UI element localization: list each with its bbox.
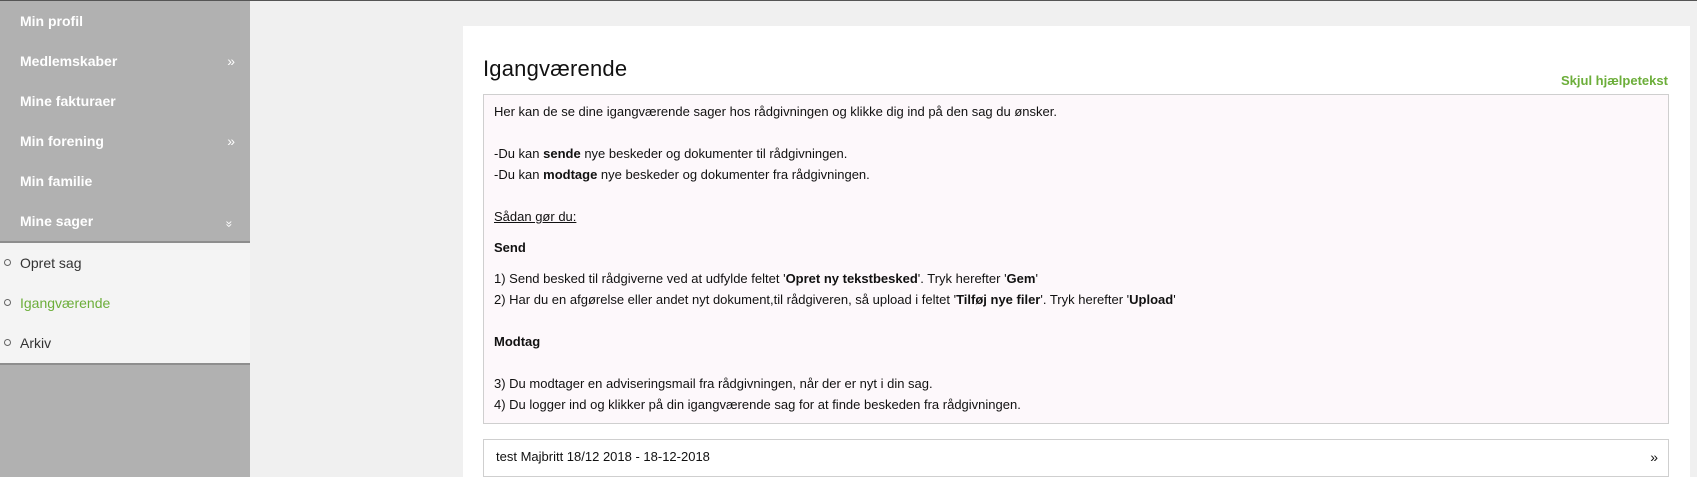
help-text: ' <box>1035 271 1038 286</box>
help-receive-line <box>494 164 1658 185</box>
sidebar-subitem-label: Igangværende <box>20 295 111 311</box>
help-text: '. Tryk herefter ' <box>917 271 1007 286</box>
sidebar-item-label: Min forening <box>20 133 104 149</box>
sidebar-item-label: Min profil <box>20 13 83 29</box>
help-text-bold: Opret ny tekstbesked <box>785 271 918 286</box>
help-text-bold: Tilføj nye filer <box>956 292 1041 307</box>
sidebar-subitem-label: Arkiv <box>20 335 52 351</box>
help-text-bold: Gem <box>1006 271 1036 286</box>
sidebar-subitem-label: Opret sag <box>20 255 82 271</box>
sidebar-item-min-profil[interactable] <box>0 1 250 41</box>
sidebar-item-label: Mine fakturaer <box>20 93 116 109</box>
sidebar-subitem-igangvaerende[interactable] <box>0 283 250 323</box>
sidebar <box>0 1 250 477</box>
sidebar-item-min-forening[interactable] <box>0 121 250 161</box>
page-title: Igangværende <box>483 56 628 81</box>
sidebar-item-min-familie[interactable] <box>0 161 250 201</box>
help-text-bold: Upload <box>1129 292 1174 307</box>
help-intro: Her kan de se dine igangværende sager hos rådgivningen og klikke dig ind på den sag du ønsker. <box>494 104 1057 119</box>
help-text: nye beskeder og dokumenter til rådgivningen. <box>580 146 848 161</box>
case-label: test Majbritt 18/12 2018 - 18-12-2018 <box>496 449 710 464</box>
chevron-right-icon: » <box>227 133 235 149</box>
sidebar-subitem-arkiv[interactable] <box>0 323 250 363</box>
help-text: '. Tryk herefter ' <box>1040 292 1130 307</box>
content-panel <box>463 26 1690 477</box>
help-howto-heading: Sådan gør du: <box>494 209 577 224</box>
sidebar-item-mine-sager[interactable] <box>0 201 250 241</box>
sidebar-submenu <box>0 243 250 365</box>
case-list-item[interactable] <box>483 439 1669 477</box>
chevron-down-icon: » <box>222 220 237 228</box>
help-step-2 <box>494 289 1658 310</box>
help-send-line <box>494 143 1658 164</box>
sidebar-subitem-opret-sag[interactable] <box>0 243 250 283</box>
help-step-4: 4) Du logger ind og klikker på din igangværende sag for at finde beskeden fra rådgivningen. <box>494 397 1021 412</box>
help-receive-heading: Modtag <box>494 334 541 349</box>
chevron-right-icon: » <box>1650 449 1658 465</box>
sidebar-item-mine-fakturaer[interactable] <box>0 81 250 121</box>
help-step-1 <box>494 268 1658 289</box>
help-send-heading: Send <box>494 240 526 255</box>
help-text-bold: sende <box>543 146 581 161</box>
help-text: nye beskeder og dokumenter fra rådgivningen. <box>597 167 870 182</box>
sidebar-item-medlemskaber[interactable] <box>0 41 250 81</box>
hide-help-link[interactable]: Skjul hjælpetekst <box>1561 73 1668 88</box>
help-text: -Du kan <box>494 167 544 182</box>
help-text: 2) Har du en afgørelse eller andet nyt dokument,til rådgiveren, så upload i feltet ' <box>494 292 957 307</box>
bullet-icon <box>4 259 11 266</box>
sidebar-item-label: Medlemskaber <box>20 53 118 69</box>
sidebar-item-label: Min familie <box>20 173 93 189</box>
bullet-icon <box>4 299 11 306</box>
chevron-right-icon: » <box>227 53 235 69</box>
sidebar-item-label: Mine sager <box>20 213 94 229</box>
help-text: ' <box>1173 292 1176 307</box>
top-border <box>0 0 1697 1</box>
help-text: -Du kan <box>494 146 544 161</box>
help-text: 1) Send besked til rådgiverne ved at udfylde feltet ' <box>494 271 786 286</box>
help-text-bold: modtage <box>543 167 598 182</box>
help-text-box <box>483 94 1669 424</box>
help-step-3: 3) Du modtager en adviseringsmail fra rådgivningen, når der er nyt i din sag. <box>494 376 933 391</box>
bullet-icon <box>4 339 11 346</box>
